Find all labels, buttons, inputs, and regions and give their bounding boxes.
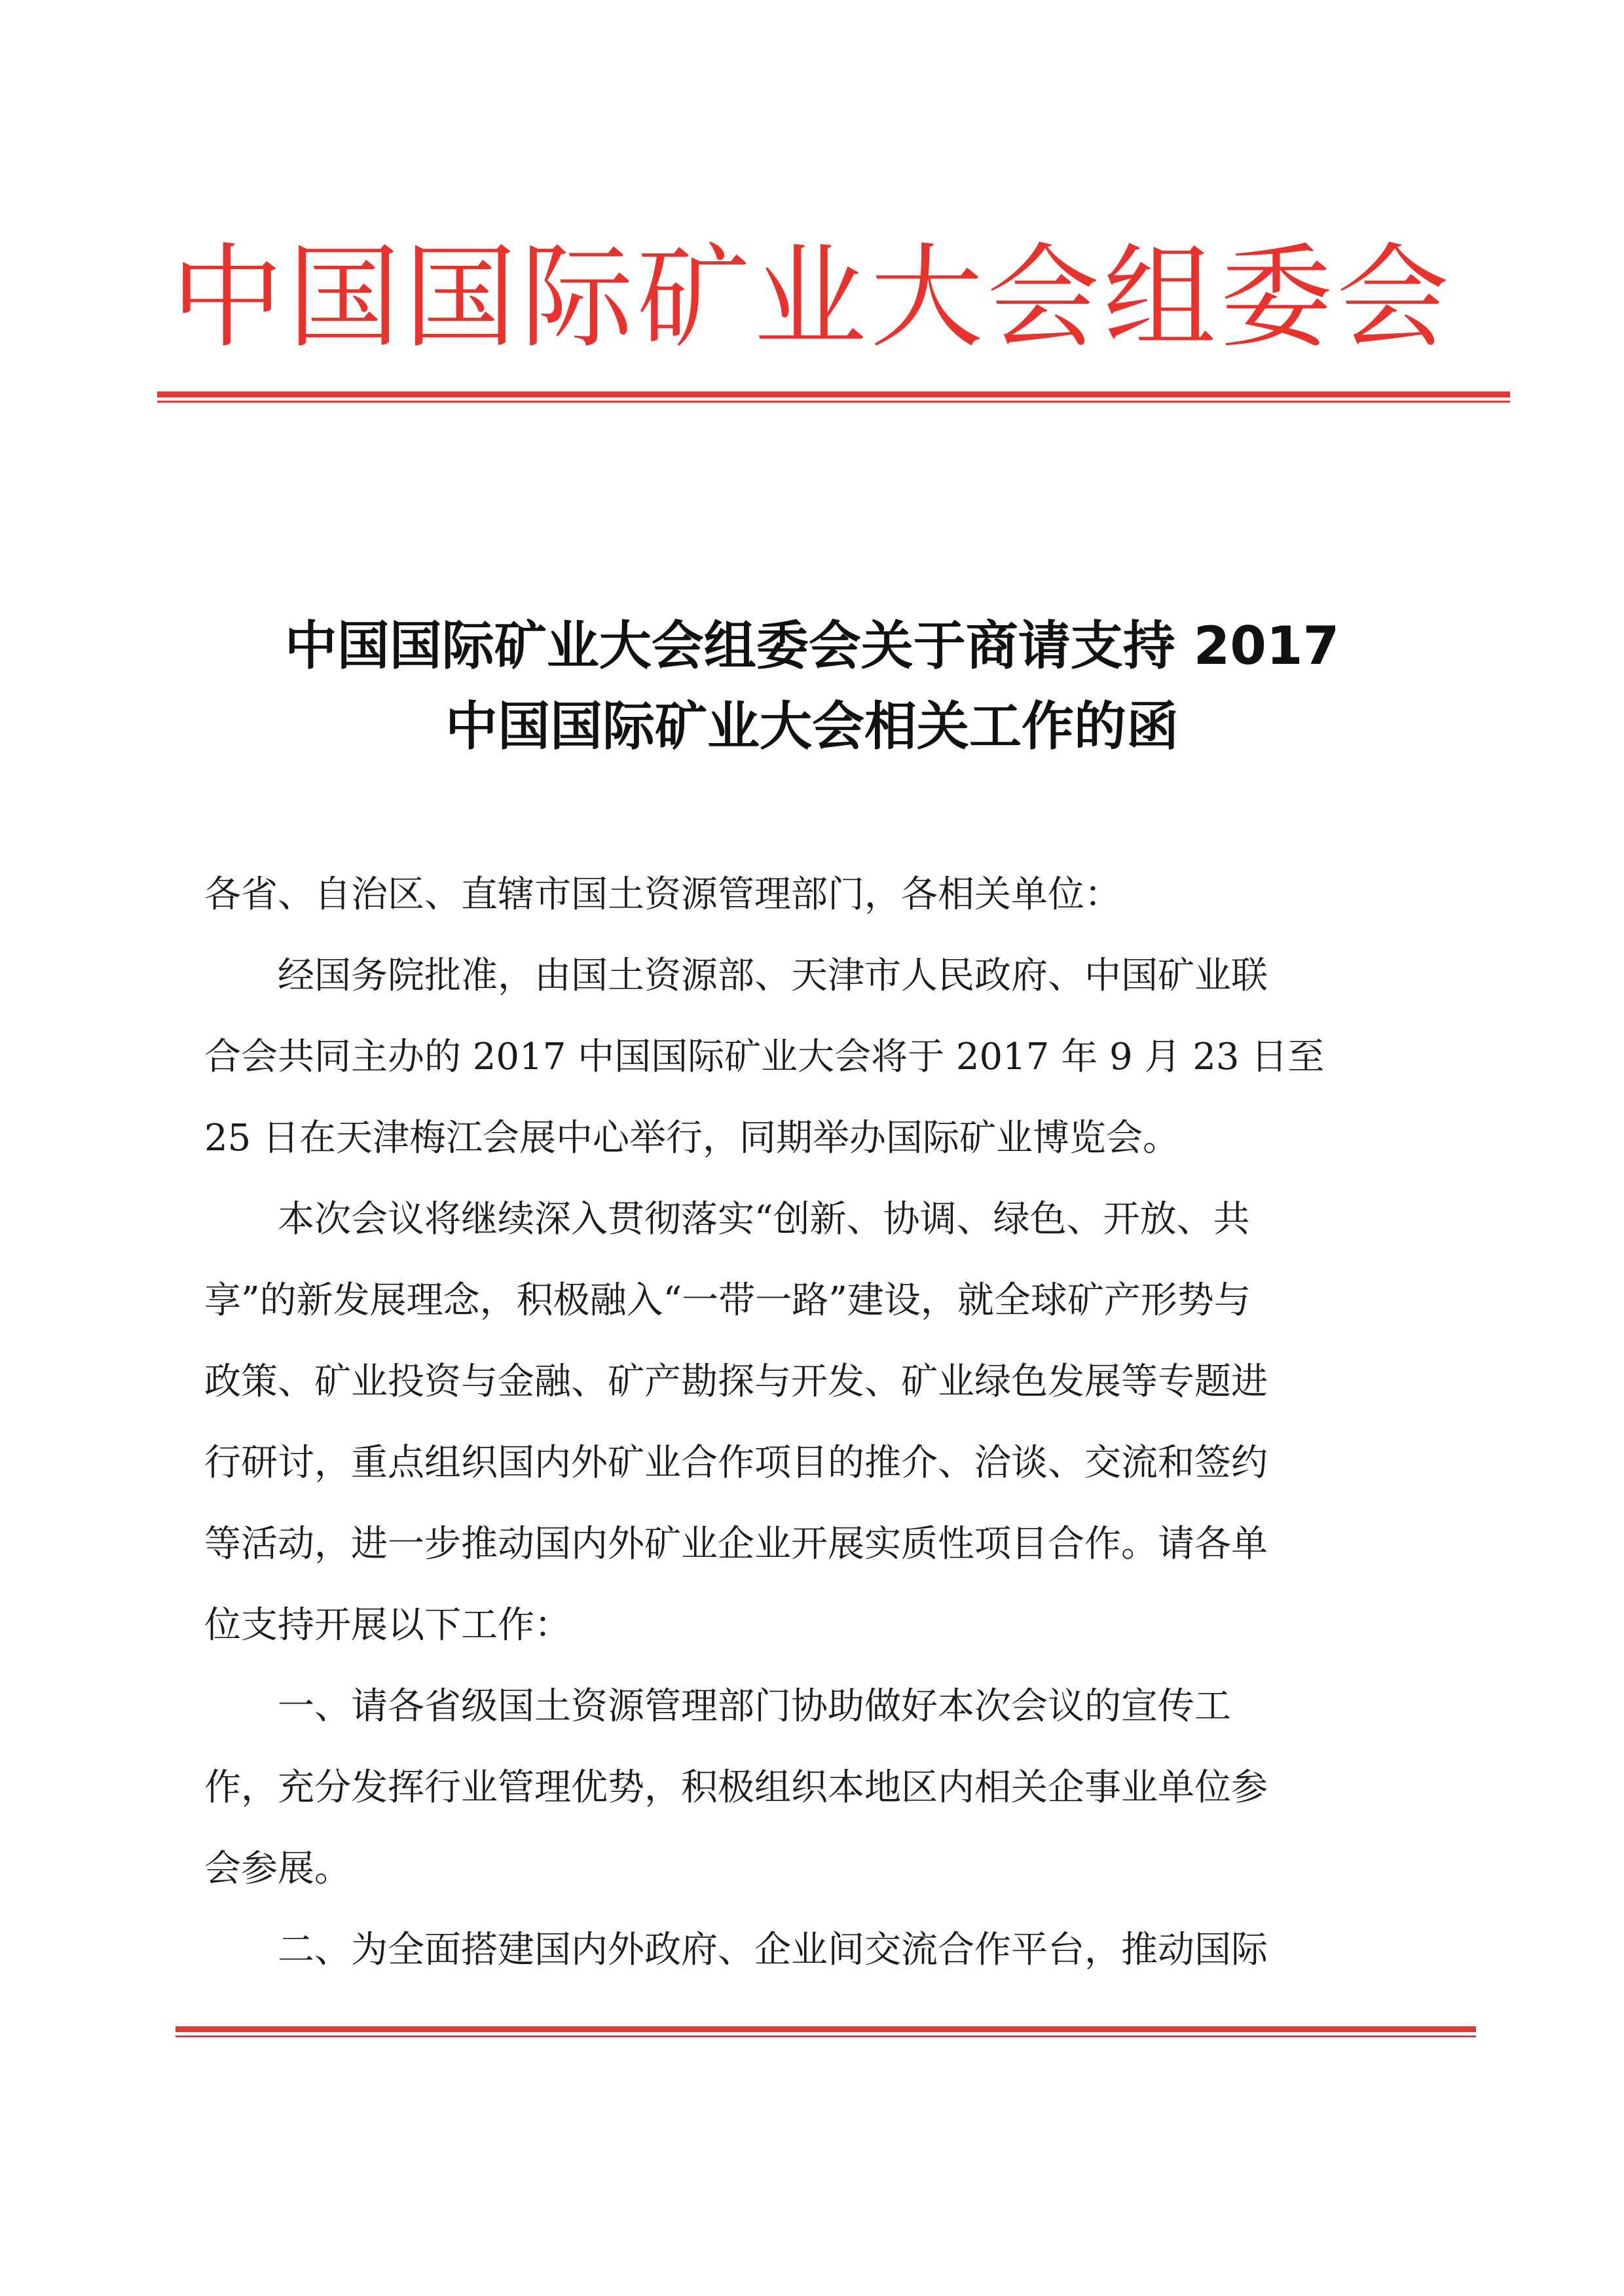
body-line: 会参展。: [204, 1848, 351, 1890]
body-line: 行研讨，重点组织国内外矿业合作项目的推介、洽谈、交流和签约: [204, 1442, 1268, 1484]
body-line: 二、为全面搭建国内外政府、企业间交流合作平台，推动国际: [204, 1929, 1268, 1971]
document-title-line-2: 中国国际矿业大会相关工作的函: [445, 696, 1179, 757]
body-line: 本次会议将继续深入贯彻落实“创新、协调、绿色、开放、共: [204, 1198, 1250, 1241]
salutation: 各省、自治区、直辖市国土资源管理部门，各相关单位：: [204, 873, 1121, 916]
body-line: 等活动，进一步推动国内外矿业企业开展实质性项目合作。请各单: [204, 1523, 1268, 1565]
body-line: 享”的新发展理念，积极融入“一带一路”建设，就全球矿产形势与: [204, 1279, 1251, 1322]
body-line: 经国务院批准，由国土资源部、天津市人民政府、中国矿业联: [204, 955, 1268, 997]
body-line: 作，充分发挥行业管理优势，积极组织本地区内相关企事业单位参: [204, 1766, 1268, 1809]
letterhead-title: 中国国际矿业大会组委会: [171, 232, 1453, 363]
body-line: 25 日在天津梅江会展中心举行，同期举办国际矿业博览会。: [204, 1117, 1180, 1159]
body-line: 合会共同主办的 2017 中国国际矿业大会将于 2017 年 9 月 23 日至: [204, 1036, 1325, 1078]
body-line: 位支持开展以下工作：: [204, 1604, 571, 1647]
document-title-line-1: 中国国际矿业大会组委会关于商请支持 2017: [284, 615, 1340, 676]
body-line: 一、请各省级国土资源管理部门协助做好本次会议的宣传工: [204, 1685, 1231, 1728]
body-line: 政策、矿业投资与金融、矿产勘探与开发、矿业绿色发展等专题进: [204, 1360, 1268, 1403]
